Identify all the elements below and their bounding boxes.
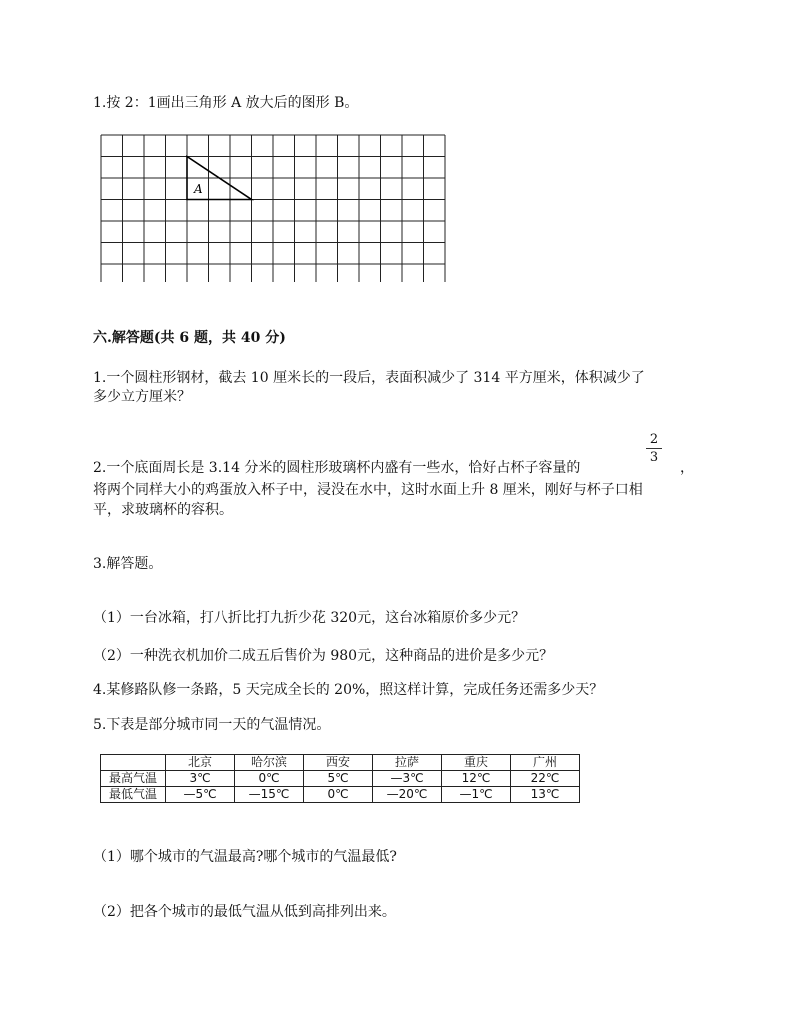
- q4-text: 4.某修路队修一条路，5 天完成全长的 20%，照这样计算，完成任务还需多少天？: [93, 682, 604, 698]
- table-cell: —20℃: [373, 787, 442, 803]
- q2-line-3: 平，求玻璃杯的容积。: [93, 502, 233, 518]
- q2-comma: ，: [680, 460, 694, 476]
- q5-title: 5.下表是部分城市同一天的气温情况。: [93, 717, 331, 733]
- table-header-cell: 北京: [166, 755, 235, 771]
- table-row: [101, 787, 580, 803]
- table-cell: 5℃: [304, 771, 373, 787]
- q3-sub-1: （1）一台冰箱，打八折比打九折少花 320元，这台冰箱原价多少元？: [93, 610, 526, 626]
- table-header-cell: 广州: [511, 755, 580, 771]
- table-header-cell: 哈尔滨: [235, 755, 304, 771]
- table-header-row: [101, 755, 580, 771]
- q1-line-1: 1.一个圆柱形钢材，截去 10 厘米长的一段后，表面积减少了 314 平方厘米，体积减少了: [93, 370, 645, 386]
- table-cell: —5℃: [166, 787, 235, 803]
- q2-line-2: 将两个同样大小的鸡蛋放入杯子中，浸没在水中，这时水面上升 8 厘米，刚好与杯子口相: [93, 482, 643, 498]
- fraction-two-thirds: [643, 432, 665, 465]
- q5-sub-1: （1）哪个城市的气温最高?哪个城市的气温最低?: [93, 849, 397, 865]
- table-header-cell: 拉萨: [373, 755, 442, 771]
- table-cell: —15℃: [235, 787, 304, 803]
- table-cell: —1℃: [442, 787, 511, 803]
- temperature-table: [100, 754, 580, 803]
- table-cell: 13℃: [511, 787, 580, 803]
- q3-sub-2: （2）一种洗衣机加价二成五后售价为 980元，这种商品的进价是多少元？: [93, 648, 554, 664]
- q5-sub-2: （2）把各个城市的最低气温从低到高排列出来。: [93, 904, 396, 920]
- table-cell: 最低气温: [101, 787, 166, 803]
- q3-title: 3.解答题。: [93, 556, 163, 572]
- table-cell: 22℃: [511, 771, 580, 787]
- triangle-a-label: A: [194, 182, 203, 196]
- q2-line-1: 2.一个底面周长是 3.14 分米的圆柱形玻璃杯内盛有一些水，恰好占杯子容量的: [93, 460, 581, 476]
- square-grid: [100, 134, 452, 282]
- question-1-draw-title: 1.按 2：1画出三角形 A 放大后的图形 B。: [93, 95, 359, 111]
- fraction-bar: [646, 448, 662, 449]
- table-row: [101, 771, 580, 787]
- table-cell: 0℃: [235, 771, 304, 787]
- table-cell: —3℃: [373, 771, 442, 787]
- table-cell: 12℃: [442, 771, 511, 787]
- table-header-cell: 重庆: [442, 755, 511, 771]
- fraction-numerator: 2: [649, 432, 659, 447]
- table-header-cell: 西安: [304, 755, 373, 771]
- section-heading: 六.解答题(共 6 题，共 40 分): [93, 330, 286, 346]
- table-cell: 3℃: [166, 771, 235, 787]
- q1-line-2: 多少立方厘米？: [93, 389, 191, 405]
- table-cell: 0℃: [304, 787, 373, 803]
- table-header-cell: [101, 755, 166, 771]
- table-cell: 最高气温: [101, 771, 166, 787]
- fraction-denominator: 3: [649, 450, 659, 465]
